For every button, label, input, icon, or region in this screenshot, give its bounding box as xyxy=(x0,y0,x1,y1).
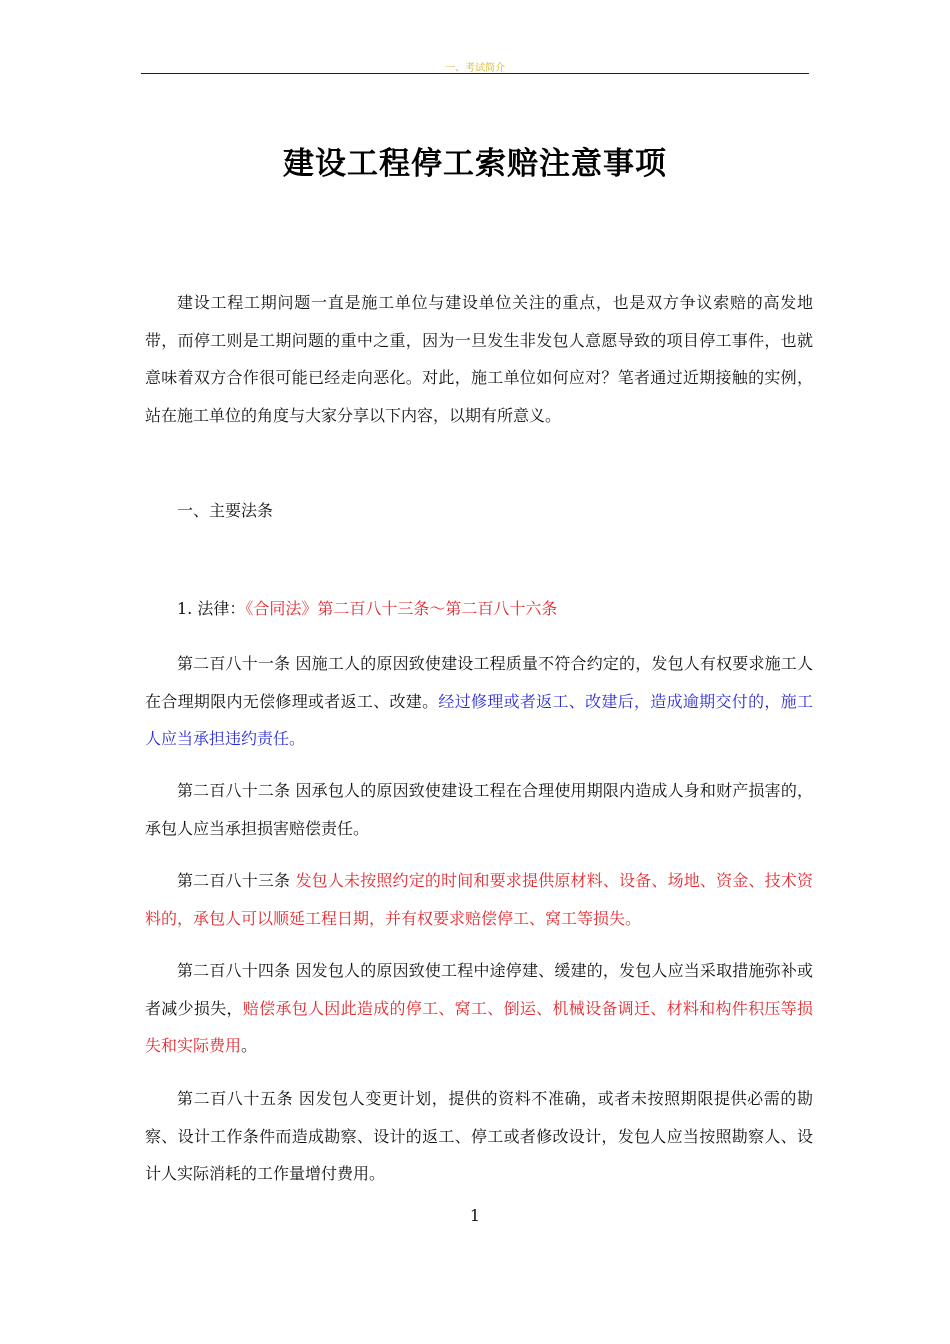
intro-paragraph: 建设工程工期问题一直是施工单位与建设单位关注的重点，也是双方争议索赔的高发地带，而停工则是工期问题的重中之重，因为一旦发生非发包人意愿导致的项目停工事件，也就意味着双方合作很可能已经走向恶化。对此，施工单位如何应对？笔者通过近期接触的实例，站在施工单位的角度与大家分享以下内容，以期有所意义。 xyxy=(145,293,813,425)
article-text: 第二百八十三条 xyxy=(177,871,296,890)
article-text: 第二百八十四条 因发包人的原因致使工程中途停建、缓建的，发包人应当采取措施弥补或者减少损失， xyxy=(145,961,813,1018)
article-text: 第二百八十五条 因发包人变更计划，提供的资料不准确，或者未按照期限提供必需的勘察、设计工作条件而造成勘察、设计的返工、停工或者修改设计，发包人应当按照勘察人、设计人实际消耗的工作量增付费用。 xyxy=(145,1089,813,1183)
section-heading: 一、主要法条 xyxy=(177,501,274,520)
article-285 xyxy=(145,1080,813,1193)
document-title: 建设工程停工索赔注意事项 xyxy=(283,146,667,182)
article-283 xyxy=(145,862,813,937)
header-rule xyxy=(141,73,809,74)
page-number: 1 xyxy=(469,1206,481,1225)
running-header: 一、考试简介 xyxy=(445,63,505,74)
article-282 xyxy=(145,772,813,847)
article-tail: 。 xyxy=(241,1036,258,1055)
article-284 xyxy=(145,952,813,1065)
article-highlight: 赔偿承包人因此造成的停工、窝工、倒运、机械设备调迁、材料和构件积压等损失和实际费用 xyxy=(145,998,813,1055)
article-281 xyxy=(145,645,813,758)
law-reference xyxy=(177,590,557,628)
article-highlight: 发包人未按照约定的时间和要求提供原材料、设备、场地、资金、技术资料的，承包人可以顺延工程日期，并有权要求赔偿停工、窝工等损失。 xyxy=(145,871,813,928)
article-text: 第二百八十二条 因承包人的原因致使建设工程在合理使用期限内造成人身和财产损害的，承包人应当承担损害赔偿责任。 xyxy=(145,781,813,838)
article-text: 第二百八十一条 因施工人的原因致使建设工程质量不符合约定的，发包人有权要求施工人在合理期限内无偿修理或者返工、改建。 xyxy=(145,654,813,711)
article-highlight: 经过修理或者返工、改建后，造成逾期交付的，施工人应当承担违约责任。 xyxy=(145,691,813,748)
law-prefix: 1. 法律： xyxy=(177,599,246,618)
law-citation: 《合同法》第二百八十三条～第二百八十六条 xyxy=(245,599,558,618)
